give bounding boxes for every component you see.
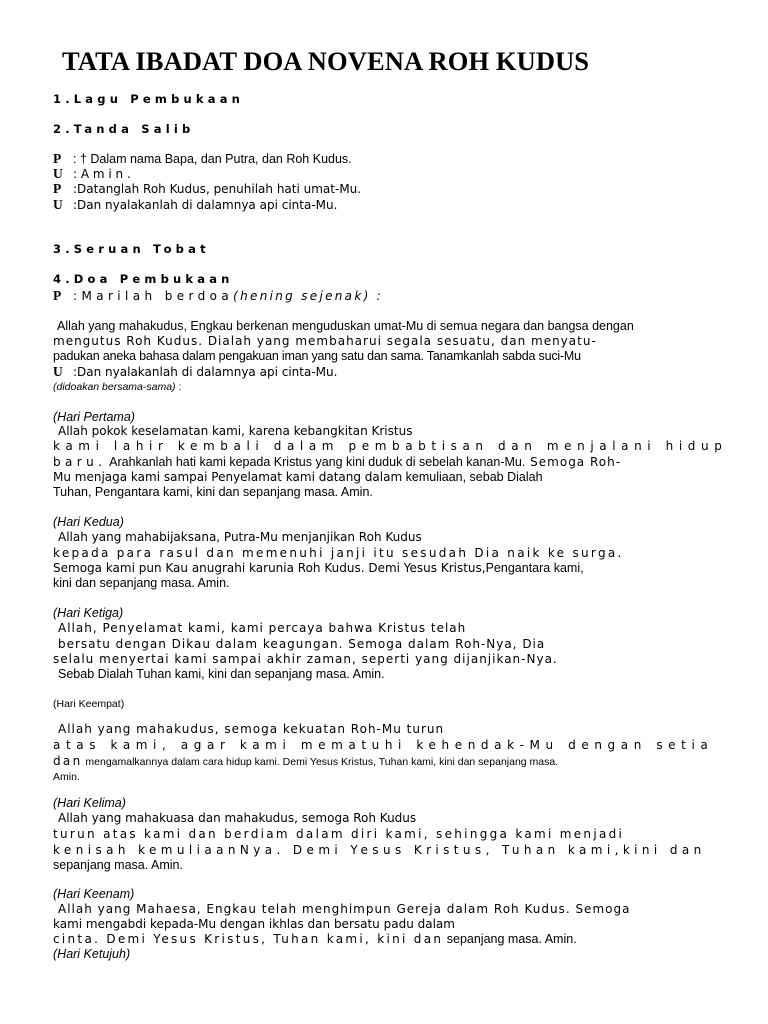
doa-pembukaan-line-1: Allah yang mahakudus, Engkau berkenan menguduskan umat-Mu di semua negara dan bangsa dengan bbox=[57, 319, 634, 333]
hari-keempat-line-3a: dan bbox=[53, 754, 83, 768]
tanda-salib-u1 bbox=[53, 166, 131, 182]
speaker-label: U bbox=[53, 364, 63, 379]
document-title: TATA IBADAT DOA NOVENA ROH KUDUS bbox=[62, 46, 590, 76]
tanda-salib-u1-text: : A m i n . bbox=[73, 167, 131, 181]
hari-ketiga-line-1: Allah, Penyelamat kami, kami percaya bahwa Kristus telah bbox=[58, 621, 467, 635]
hari-pertama-line-4 bbox=[53, 470, 543, 485]
tanda-salib-p2-text: :Datanglah Roh Kudus, penuhilah hati umat-Mu. bbox=[73, 182, 362, 196]
tanda-salib-p1-text: : † Dalam nama Bapa, dan Putra, dan Roh Kudus. bbox=[73, 152, 352, 166]
hari-keempat-line-3 bbox=[53, 754, 558, 770]
hari-ketiga-line-2: bersatu dengan Dikau dalam keagungan. Semoga dalam Roh-Nya, Dia bbox=[58, 637, 546, 651]
hari-kedua-line-3b: Pengantara kami, bbox=[485, 561, 584, 575]
hari-keempat-label: (Hari Keempat) bbox=[53, 698, 125, 710]
hari-kelima-line-4: sepanjang masa. Amin. bbox=[53, 858, 183, 872]
tanda-salib-p1 bbox=[53, 151, 352, 167]
hari-keenam-line-3a: cinta. Demi Yesus Kristus, Tuhan kami, kini dan bbox=[53, 932, 444, 946]
hari-pertama-line-1: Allah pokok keselamatan kami, karena kebangkitan Kristus bbox=[58, 424, 413, 438]
hari-pertama-line-3b: Arahkanlah hati kami kepada Kristus yang kini duduk di sebelah kanan-Mu. bbox=[106, 455, 526, 469]
doa-pembukaan-response-text: :Dan nyalakanlah di dalamnya api cinta-Mu. bbox=[73, 365, 338, 379]
hari-kelima-label: (Hari Kelima) bbox=[53, 796, 126, 810]
doa-pembukaan-invite bbox=[53, 288, 383, 304]
section-lagu-pembukaan: 1.Lagu Pembukaan bbox=[53, 92, 245, 106]
hari-keenam-label: (Hari Keenam) bbox=[53, 887, 135, 901]
hari-ketiga-line-3: selalu menyertai kami sampai akhir zaman, seperti yang dijanjikan-Nya. bbox=[53, 652, 558, 666]
hari-keempat-line-3b: mengamalkannya dalam cara hidup kami. Demi Yesus Kristus, Tuhan kami, kini dan sepanjang masa. bbox=[82, 756, 559, 768]
hari-pertama-line-4a: Mu menjaga kami sampai Penyelamat kami datang dalam bbox=[53, 470, 403, 484]
bersama-colon: : bbox=[175, 381, 182, 393]
speaker-label: U bbox=[53, 197, 63, 212]
doa-pembukaan-note: (hening sejenak) : bbox=[233, 289, 384, 303]
hari-pertama-line-3c: Semoga Roh- bbox=[525, 455, 622, 469]
hari-kedua-line-3 bbox=[53, 561, 584, 576]
hari-kelima-line-3: kenisah kemuliaanNya. Demi Yesus Kristus, Tuhan kami,kini dan bbox=[53, 843, 706, 857]
hari-pertama-line-4b: kemuliaan, sebab Dialah bbox=[402, 470, 543, 484]
hari-pertama-line-2: kami lahir kembali dalam pembabtisan dan menjalani hidup bbox=[53, 439, 728, 453]
hari-keenam-line-1: Allah yang Mahaesa, Engkau telah menghimpun Gereja dalam Roh Kudus. Semoga bbox=[58, 902, 631, 916]
hari-kedua-line-1: Allah yang mahabijaksana, Putra-Mu menjanjikan Roh Kudus bbox=[58, 530, 422, 544]
section-doa-pembukaan: 4.Doa Pembukaan bbox=[53, 272, 234, 286]
hari-ketujuh-label: (Hari Ketujuh) bbox=[53, 947, 131, 961]
hari-keempat-line-2: atas kami, agar kami mematuhi kehendak-Mu dengan setia bbox=[53, 738, 714, 752]
hari-pertama-line-3a: baru. bbox=[53, 455, 107, 469]
hari-keenam-line-3b: sepanjang masa. Amin. bbox=[443, 932, 577, 946]
speaker-label: U bbox=[53, 166, 63, 181]
section-tanda-salib: 2.Tanda Salib bbox=[53, 122, 195, 136]
hari-keempat-line-4: Amin. bbox=[53, 771, 80, 783]
doa-pembukaan-invite-text: :Marilah berdoa bbox=[73, 289, 234, 303]
section-seruan-tobat: 3.Seruan Tobat bbox=[53, 242, 210, 256]
hari-pertama-line-3 bbox=[53, 455, 621, 470]
speaker-label: P bbox=[53, 181, 62, 196]
hari-ketiga-label: (Hari Ketiga) bbox=[53, 606, 124, 620]
hari-ketiga-line-4: Sebab Dialah Tuhan kami, kini dan sepanjang masa. Amin. bbox=[58, 667, 385, 681]
hari-keenam-line-2: kami mengabdi kepada-Mu dengan ikhlas dan bersatu padu dalam bbox=[53, 917, 455, 931]
hari-kedua-line-3a: Semoga kami pun Kau anugrahi karunia Roh Kudus. Demi Yesus Kristus, bbox=[53, 561, 486, 575]
hari-kelima-line-1: Allah yang mahakuasa dan mahakudus, semoga Roh Kudus bbox=[58, 811, 417, 825]
speaker-label: P bbox=[53, 151, 62, 166]
hari-keempat-line-1: Allah yang mahakudus, semoga kekuatan Roh-Mu turun bbox=[58, 722, 445, 736]
doa-pembukaan-response bbox=[53, 364, 337, 380]
tanda-salib-u2 bbox=[53, 197, 337, 213]
bersama-label: (didoakan bersama-sama) bbox=[53, 381, 176, 393]
tanda-salib-u2-text: :Dan nyalakanlah di dalamnya api cinta-Mu. bbox=[73, 198, 338, 212]
tanda-salib-p2 bbox=[53, 181, 361, 197]
hari-kedua-label: (Hari Kedua) bbox=[53, 515, 124, 529]
doa-pembukaan-bersama bbox=[53, 380, 181, 395]
hari-kelima-line-2: turun atas kami dan berdiam dalam diri kami, sehingga kami menjadi bbox=[53, 827, 625, 841]
hari-pertama-label: (Hari Pertama) bbox=[53, 410, 135, 424]
doa-pembukaan-line-2: mengutus Roh Kudus. Dialah yang membaharui segala sesuatu, dan menyatu- bbox=[53, 334, 597, 348]
hari-kedua-line-2: kepada para rasul dan memenuhi janji itu sesudah Dia naik ke surga. bbox=[53, 546, 624, 560]
hari-keenam-line-3 bbox=[53, 932, 577, 947]
doa-pembukaan-line-3: padukan aneka bahasa dalam pengakuan iman yang satu dan sama. Tanamkanlah sabda suci-Mu bbox=[53, 349, 581, 363]
hari-pertama-line-5: Tuhan, Pengantara kami, kini dan sepanjang masa. Amin. bbox=[53, 485, 373, 499]
hari-kedua-line-4: kini dan sepanjang masa. Amin. bbox=[53, 576, 230, 590]
speaker-label: P bbox=[53, 288, 62, 303]
